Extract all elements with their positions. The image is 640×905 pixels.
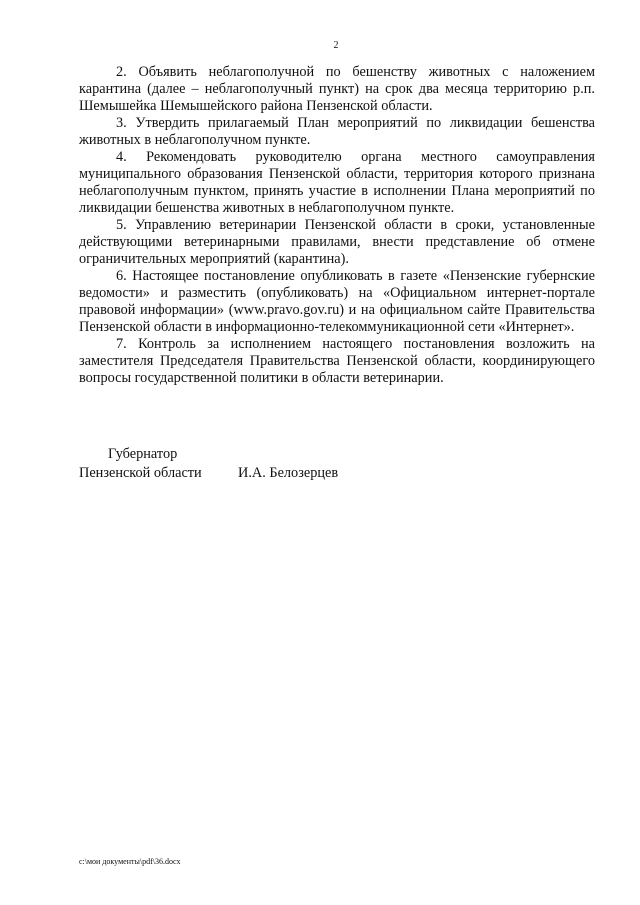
footer-file-path: c:\мои документы\pdf\36.docx	[79, 857, 181, 866]
paragraph-4: 4. Рекомендовать руководителю органа местного самоуправления муниципального образования Пензенской области, территория которого признана неблагополучным пунктом, принять участие в исполнении Плана мероприятий по ликвидации бешенства животных в неблагополучном пункте.	[79, 149, 595, 216]
signatory-region: Пензенской области	[79, 465, 202, 481]
document-body	[79, 64, 595, 387]
paragraph-2: 2. Объявить неблагополучной по бешенству животных с наложением карантина (далее – неблагополучный пункт) на срок два месяца территорию р.п. Шемышейка Шемышейского района Пензенской области.	[79, 64, 595, 114]
paragraph-5: 5. Управлению ветеринарии Пензенской области в сроки, установленные действующими ветеринарными правилами, внести представление об отмене ограничительных мероприятий (карантина).	[79, 217, 595, 267]
signatory-title: Губернатор	[108, 446, 178, 462]
page-number: 2	[333, 40, 339, 51]
paragraph-7: 7. Контроль за исполнением настоящего постановления возложить на заместителя Председателя Правительства Пензенской области, координирующего вопросы государственной политики в области ветеринарии.	[79, 336, 595, 386]
signatory-name: И.А. Белозерцев	[238, 465, 339, 481]
paragraph-6: 6. Настоящее постановление опубликовать в газете «Пензенские губернские ведомости» и разместить (опубликовать) на «Официальном интернет-портале правовой информации» (www.pravo.gov.ru) и на официальном сайте Правительства Пензенской области в информационно-телекоммуникационной сети «Интернет».	[79, 268, 595, 335]
paragraph-3: 3. Утвердить прилагаемый План мероприятий по ликвидации бешенства животных в неблагополучном пункте.	[79, 115, 595, 148]
